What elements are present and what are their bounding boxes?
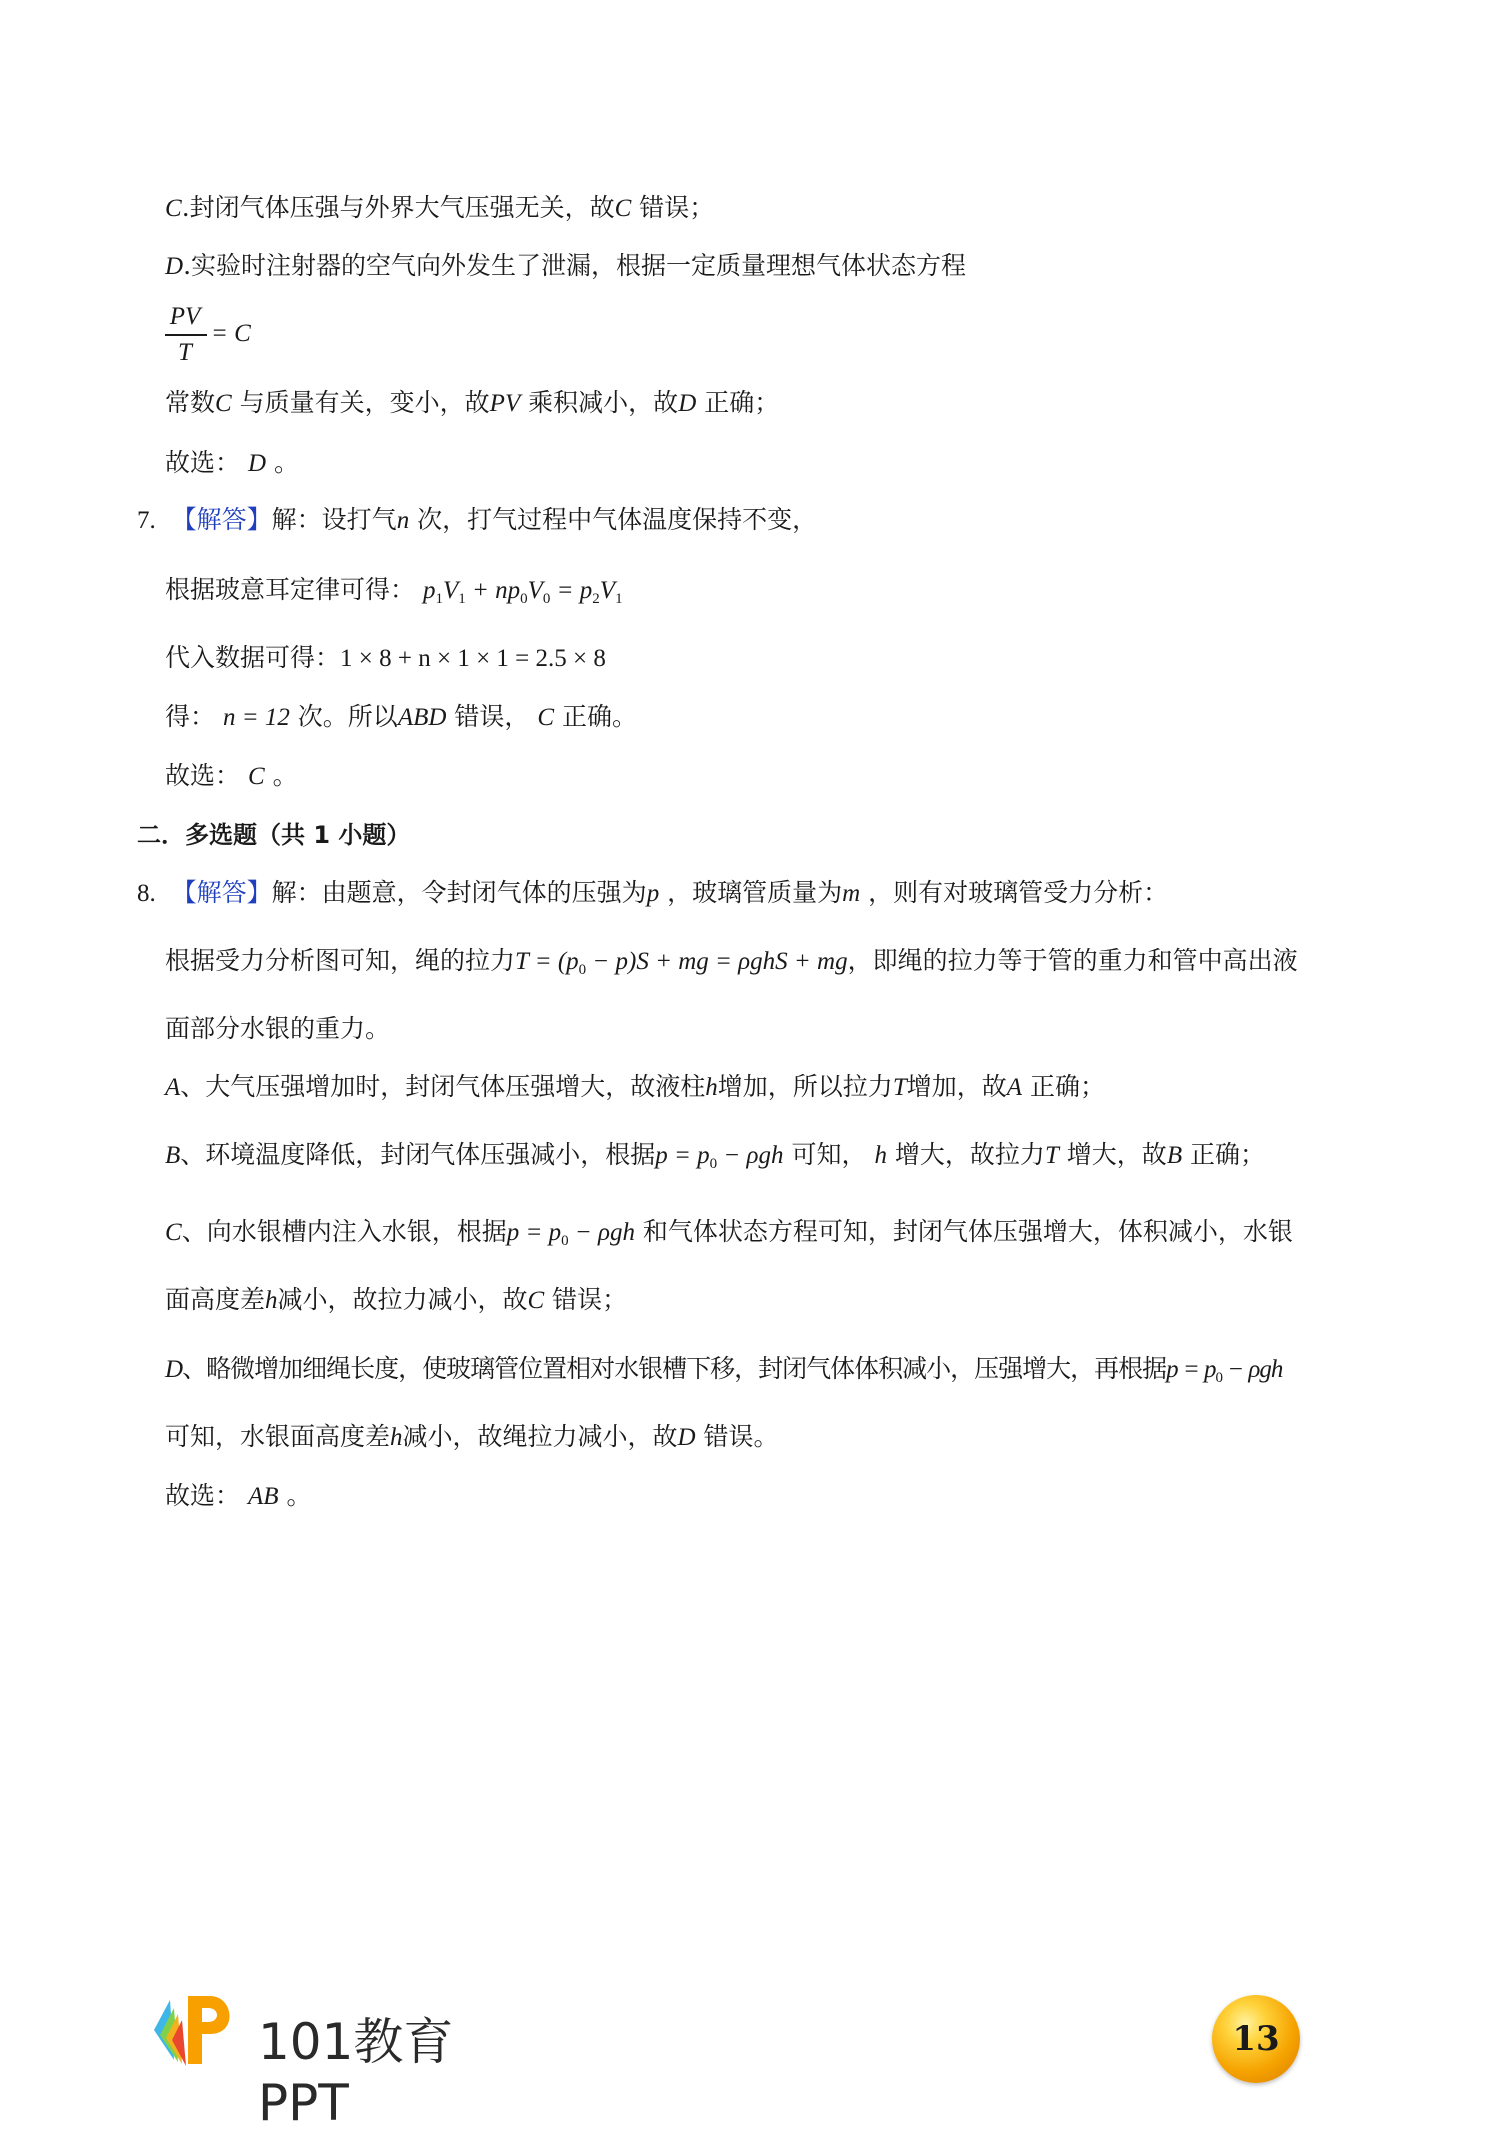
option-c2-line: C、向水银槽内注入水银，根据$p = p_0 - \rho gh$ 和气体状态方程可知，封闭气体压强增大，体积减小，水银 (165, 1217, 1293, 1249)
option-d-line: D.实验时注射器的空气向外发生了泄漏，根据一定质量理想气体状态方程 (165, 251, 967, 280)
option-c-line: C.封闭气体压强与外界大气压强无关，故C 错误； (165, 193, 715, 222)
q8-answer-tag: 【解答】 (171, 878, 272, 907)
option-a-line: A、大气压强增加时，封闭气体压强增大，故液柱h增加，所以拉力T增加，故A 正确； (165, 1072, 1105, 1101)
gas-law-fraction (165, 300, 251, 370)
q7-law-line: 根据玻意耳定律可得： $p_1V_1 + np_0V_0 = p_2V_1$ (165, 575, 623, 607)
q6-answer-line: 故选： D 。 (165, 448, 299, 477)
fraction-equals: = C (211, 320, 251, 347)
q7-answer-tag: 【解答】 (171, 505, 272, 534)
brand-p-icon (148, 1990, 248, 2070)
tension-equation: $T = (p_0 - p)S$ + mg = ρghS + mg (515, 948, 848, 978)
q7-result-line: 得： n = 12 次。所以ABD 错误， C 正确。 (165, 702, 637, 731)
fraction-denominator: T (178, 339, 192, 366)
option-c2-line-2: 面高度差h减小，故拉力减小，故C 错误； (165, 1285, 628, 1314)
q8-force-line-2: 面部分水银的重力。 (165, 1014, 391, 1043)
option-b-line: B、环境温度降低，封闭气体压强减小，根据$p = p_0 - \rho gh$ 可知， h 增大，故拉力T 增大，故B 正确； (165, 1140, 1266, 1172)
brand-logo (148, 1990, 528, 2132)
boyle-equation: $p_1V_1 + np_0V_0 = p_2V_1$ (422, 577, 623, 607)
q7-answer-line: 故选： C 。 (165, 761, 298, 790)
fraction-numerator: PV (169, 303, 201, 330)
q8-force-line: 根据受力分析图可知，绳的拉力$T = (p_0 - p)S$ + mg = ρghS + mg，即绳的拉力等于管的重力和管中高出液 (165, 946, 1298, 978)
brand-name: 101教育PPT (258, 2013, 454, 2132)
page-number: 13 (1232, 2019, 1280, 2059)
q8-answer-line: 故选： AB 。 (165, 1481, 312, 1510)
q7-header-line: 7. 【解答】解：设打气n 次，打气过程中气体温度保持不变， (137, 505, 818, 534)
section-heading: 二．多选题（共 1 小题） (137, 821, 411, 849)
page-number-badge (1212, 1995, 1300, 2083)
q7-data-line: 代入数据可得：1 × 8 + n × 1 × 1 = 2.5 × 8 (165, 643, 606, 672)
constant-line: 常数C 与质量有关，变小，故PV 乘积减小，故D 正确； (165, 388, 780, 417)
option-d2-line: D、略微增加细绳长度，使玻璃管位置相对水银槽下移，封闭气体体积减小，压强增大，再根据$p = p_0 - \rho gh$ (165, 1354, 1283, 1386)
option-d2-line-2: 可知，水银面高度差h减小，故绳拉力减小，故D 错误。 (165, 1422, 779, 1451)
q8-header-line: 8. 【解答】解：由题意，令封闭气体的压强为p ，玻璃管质量为m ，则有对玻璃管受力分析： (137, 878, 1169, 907)
